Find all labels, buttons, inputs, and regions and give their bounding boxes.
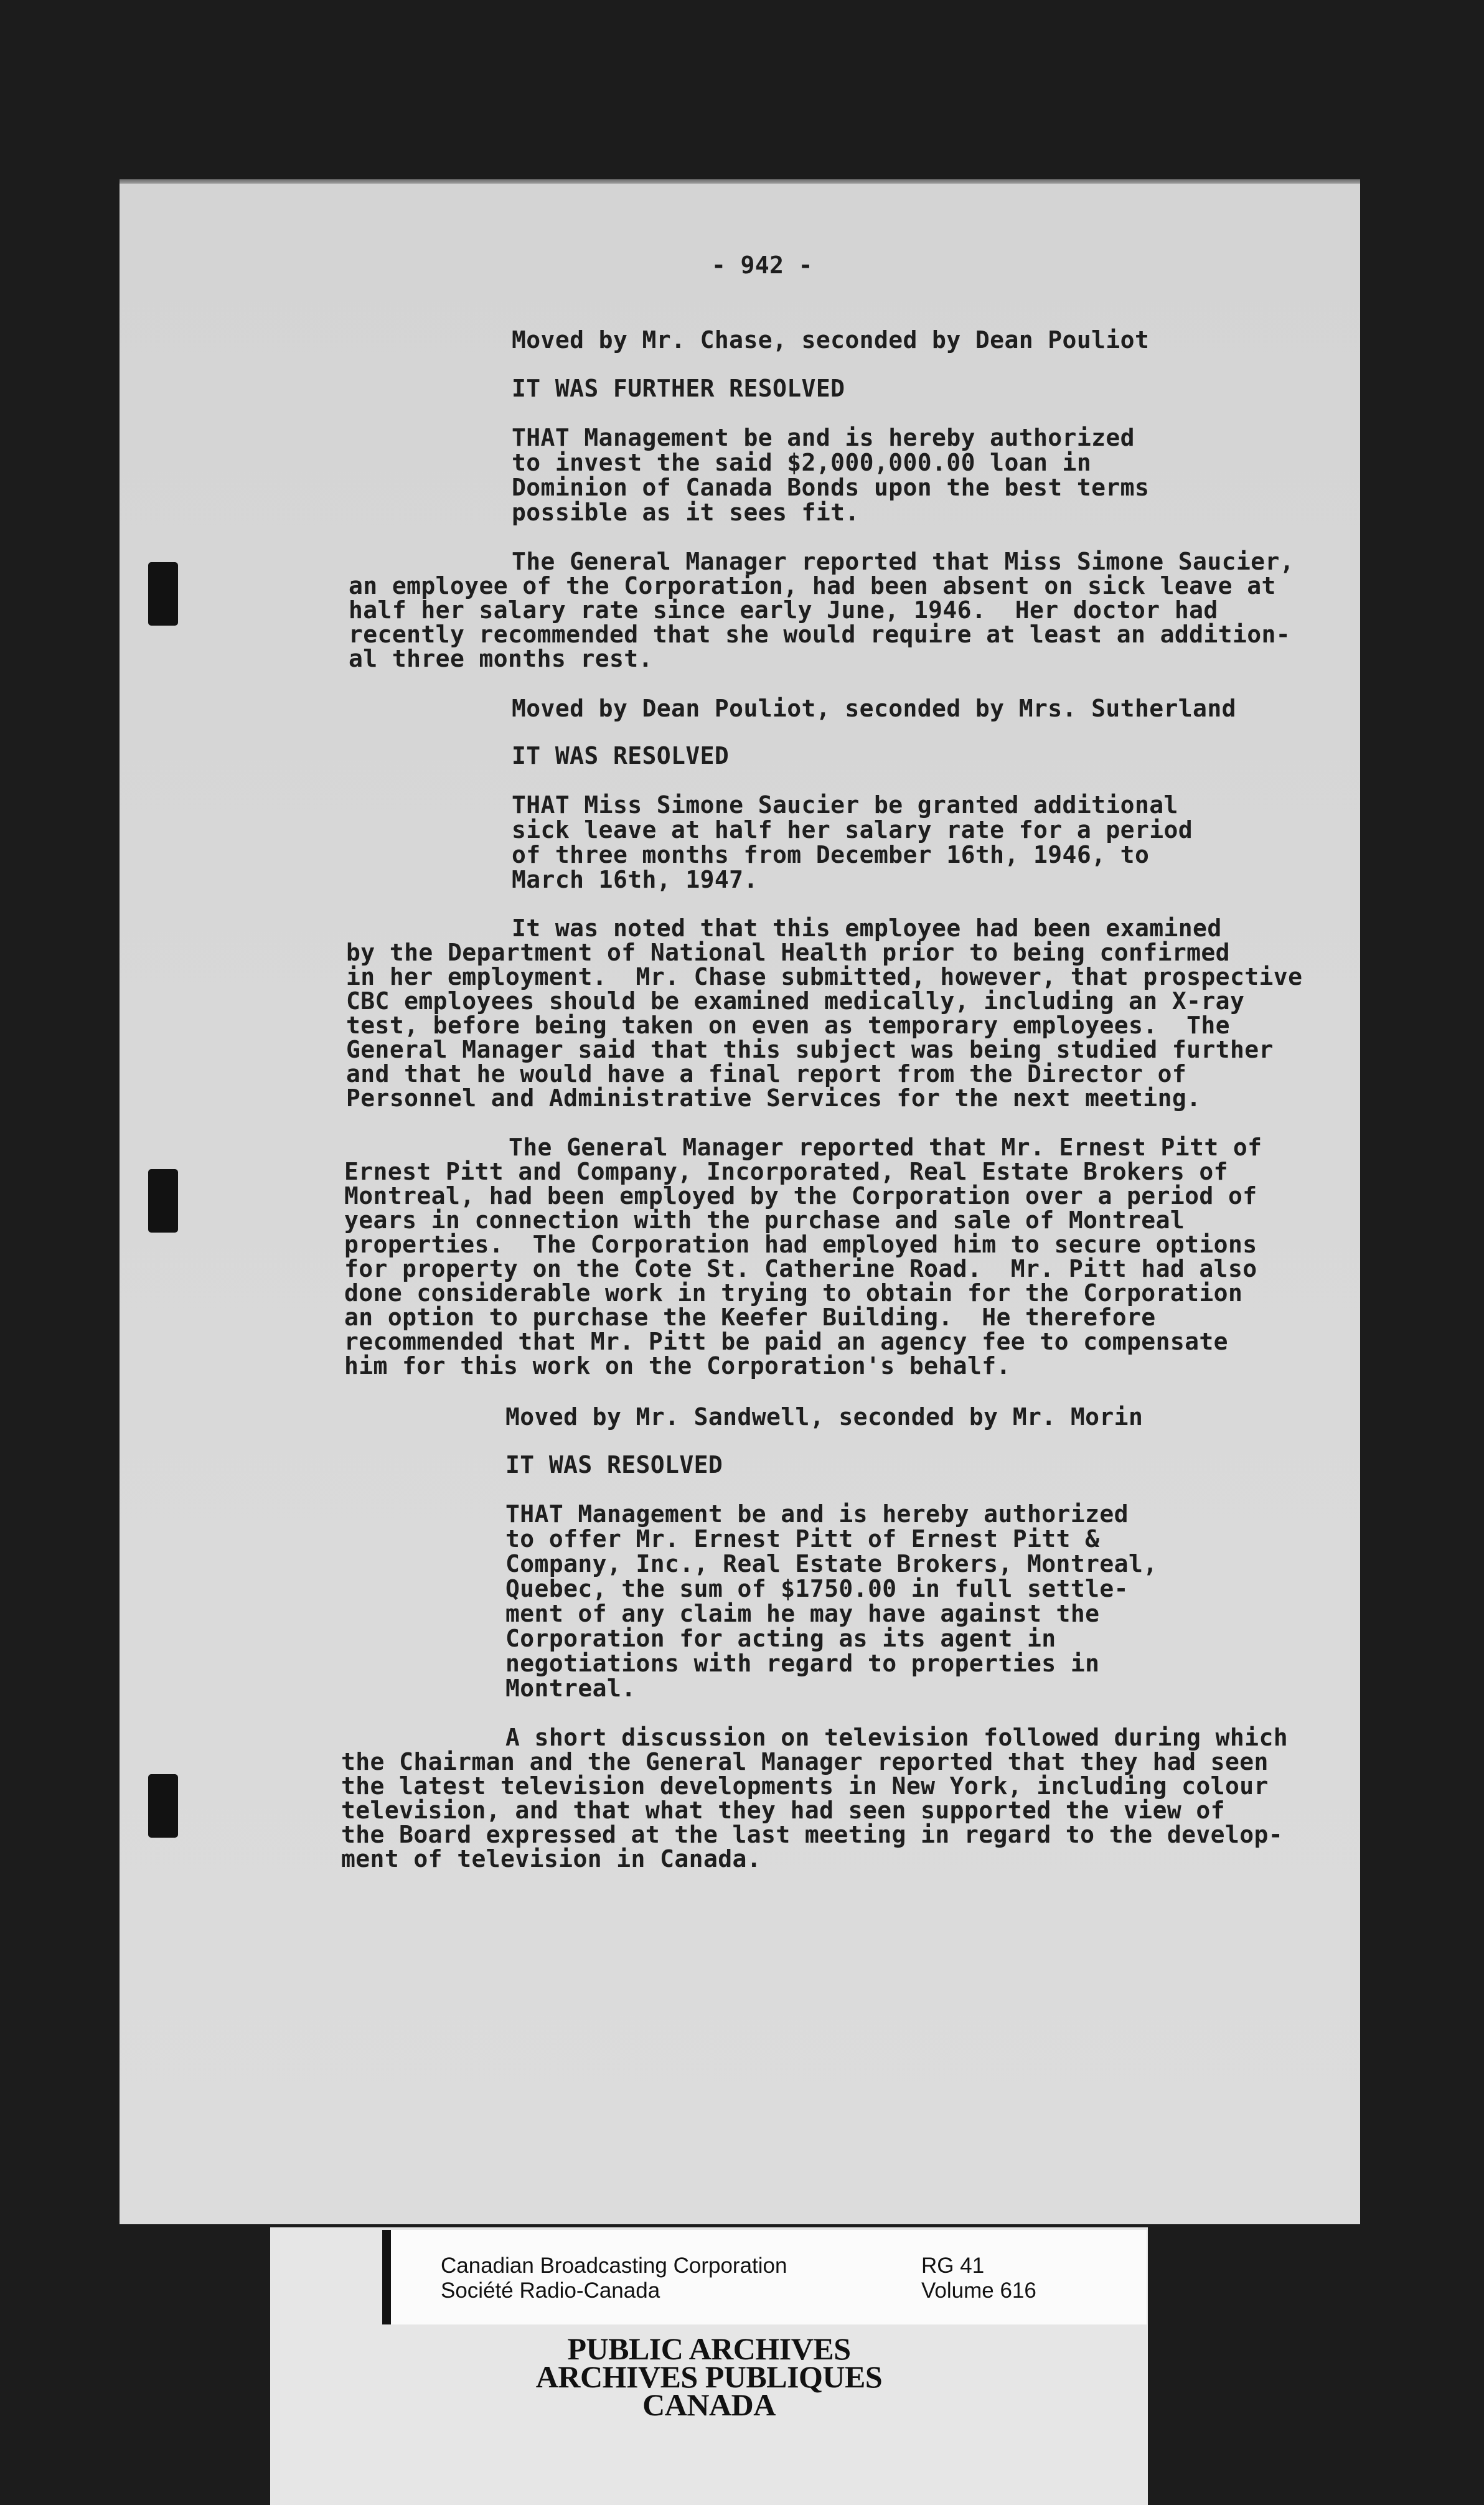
paragraph-line: Montreal, had been employed by the Corporation over a period of [344, 1182, 1257, 1210]
paragraph-line: recommended that Mr. Pitt be paid an agency fee to compensate [344, 1328, 1228, 1355]
resolution-line: to invest the said $2,000,000.00 loan in [512, 449, 1092, 476]
resolution-line: negotiations with regard to properties in [505, 1650, 1100, 1677]
archives-stamp-line: ARCHIVES PUBLIQUES [535, 2359, 883, 2394]
paragraph-line: an employee of the Corporation, had been absent on sick leave at [349, 572, 1276, 599]
resolution-line: of three months from December 16th, 1946, to [512, 841, 1150, 868]
punch-hole [148, 1169, 178, 1233]
paragraph-line: properties. The Corporation had employed him to secure options [344, 1231, 1257, 1258]
resolution-line: THAT Management be and is hereby authorized [512, 424, 1135, 451]
paragraph-line: an option to purchase the Keefer Building. He therefore [344, 1304, 1156, 1331]
paragraph-line: The General Manager reported that Miss Simone Saucier, [512, 548, 1295, 575]
resolution-line: possible as it sees fit. [512, 499, 860, 526]
paragraph-line: half her salary rate since early June, 1946. Her doctor had [349, 596, 1218, 624]
archive-label-card [382, 2230, 1147, 2324]
motion-line: Moved by Mr. Chase, seconded by Dean Pouliot [512, 326, 1150, 354]
paragraph-line: A short discussion on television followed during which [505, 1724, 1289, 1751]
resolution-heading: IT WAS FURTHER RESOLVED [512, 375, 845, 402]
paragraph-line: ment of television in Canada. [341, 1845, 762, 1873]
resolution-line: Corporation for acting as its agent in [505, 1625, 1056, 1652]
paragraph-line: in her employment. Mr. Chase submitted, however, that prospective [346, 963, 1303, 990]
paragraph-line: and that he would have a final report from the Director of [346, 1060, 1187, 1088]
volume-number: Volume 616 [921, 2278, 1036, 2303]
paragraph-line: al three months rest. [349, 645, 653, 672]
resolution-line: March 16th, 1947. [512, 866, 758, 893]
paragraph-line: test, before being taken on even as temporary employees. The [346, 1012, 1230, 1039]
resolution-line: to offer Mr. Ernest Pitt of Ernest Pitt & [505, 1525, 1100, 1553]
archives-stamp-line: PUBLIC ARCHIVES [567, 2331, 851, 2366]
paragraph-line: the latest television developments in New York, including colour [341, 1772, 1269, 1800]
resolution-line: Quebec, the sum of $1750.00 in full settle- [505, 1575, 1129, 1602]
paragraph-line: television, and that what they had seen supported the view of [341, 1797, 1225, 1824]
paragraph-line: him for this work on the Corporation's behalf. [344, 1352, 1011, 1379]
resolution-line: Dominion of Canada Bonds upon the best terms [512, 474, 1150, 501]
paragraph-line: for property on the Cote St. Catherine Road. Mr. Pitt had also [344, 1255, 1257, 1282]
paragraph-line: The General Manager reported that Mr. Ernest Pitt of [509, 1134, 1262, 1161]
paragraph-line: CBC employees should be examined medically, including an X-ray [346, 987, 1245, 1015]
paragraph-line: General Manager said that this subject was being studied further [346, 1036, 1274, 1063]
motion-line: Moved by Mr. Sandwell, seconded by Mr. Morin [505, 1403, 1144, 1431]
paragraph-line: Personnel and Administrative Services for the next meeting. [346, 1084, 1201, 1112]
punch-hole [148, 1774, 178, 1838]
paragraph-line: the Chairman and the General Manager reported that they had seen [341, 1748, 1269, 1775]
resolution-heading: IT WAS RESOLVED [512, 742, 730, 769]
resolution-line: THAT Management be and is hereby authorized [505, 1500, 1129, 1528]
paragraph-line: recently recommended that she would require at least an addition- [349, 621, 1291, 648]
paragraph-line: It was noted that this employee had been examined [512, 914, 1222, 942]
resolution-line: sick leave at half her salary rate for a period [512, 816, 1193, 844]
paragraph-line: the Board expressed at the last meeting in regard to the develop- [341, 1821, 1284, 1848]
resolution-line: Company, Inc., Real Estate Brokers, Montreal, [505, 1550, 1158, 1577]
punch-hole [148, 562, 178, 626]
resolution-line: ment of any claim he may have against the [505, 1600, 1100, 1627]
paragraph-line: by the Department of National Health prior to being confirmed [346, 939, 1230, 966]
motion-line: Moved by Dean Pouliot, seconded by Mrs. Sutherland [512, 695, 1236, 722]
archives-stamp-line: CANADA [642, 2387, 776, 2422]
resolution-heading: IT WAS RESOLVED [505, 1451, 723, 1478]
org-name-english: Canadian Broadcasting Corporation [441, 2254, 787, 2278]
resolution-line: THAT Miss Simone Saucier be granted additional [512, 791, 1178, 819]
org-name-french: Société Radio-Canada [441, 2278, 660, 2303]
resolution-line: Montreal. [505, 1675, 636, 1702]
page-number: - 942 - [711, 251, 813, 279]
paragraph-line: years in connection with the purchase and sale of Montreal [344, 1206, 1185, 1234]
record-group: RG 41 [921, 2254, 985, 2278]
paragraph-line: Ernest Pitt and Company, Incorporated, Real Estate Brokers of [344, 1158, 1228, 1185]
paragraph-line: done considerable work in trying to obtain for the Corporation [344, 1279, 1243, 1307]
